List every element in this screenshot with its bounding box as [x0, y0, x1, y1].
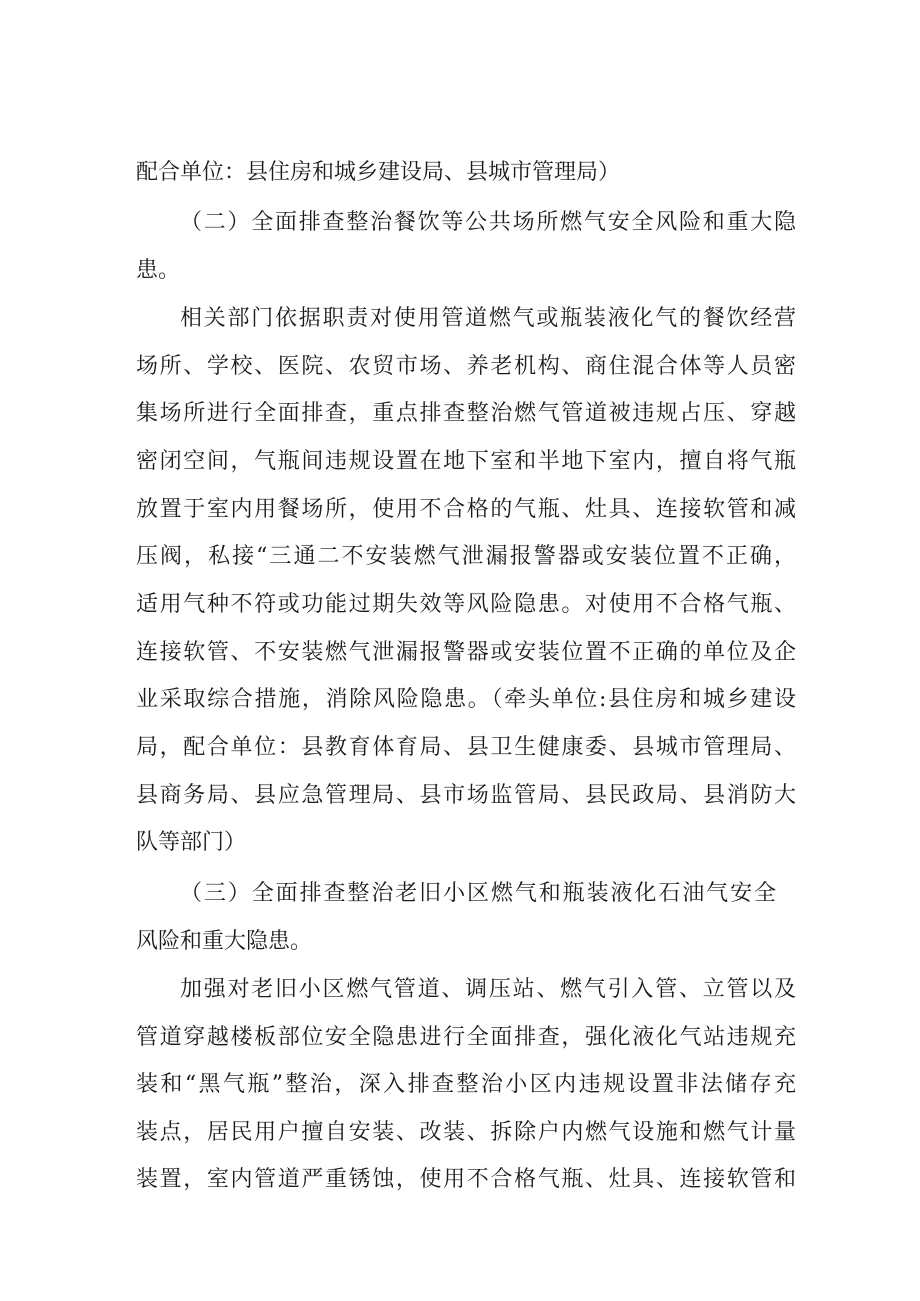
- text-line: 风险和重大隐患。: [136, 929, 313, 954]
- text-line: 患。: [136, 258, 181, 283]
- paragraph-line: 装置，室内管道严重锈蚀，使用不合格气瓶、灶具、连接软管和: [136, 1167, 796, 1192]
- paragraph-line: 集场所进行全面排查，重点排查整治燃气管道被违规占压、穿越: [136, 401, 796, 426]
- paragraph-line: 场所、学校、医院、农贸市场、养老机构、商住混合体等人员密: [136, 354, 796, 379]
- paragraph-line: 局，配合单位：县教育体育局、县卫生健康委、县城市管理局、: [136, 735, 796, 760]
- paragraph-line: 放置于室内用餐场所，使用不合格的气瓶、灶具、连接软管和减: [136, 497, 796, 522]
- paragraph-line: 县商务局、县应急管理局、县市场监管局、县民政局、县消防大: [136, 783, 796, 808]
- paragraph-line: 压阀，私接“三通二不安装燃气泄漏报警器或安装位置不正确，: [136, 544, 796, 569]
- paragraph-line: 连接软管、不安装燃气泄漏报警器或安装位置不正确的单位及企: [136, 640, 796, 665]
- paragraph-line: 装和“黑气瓶”整治，深入排查整治小区内违规设置非法储存充: [136, 1072, 796, 1097]
- paragraph-line: 相关部门依据职责对使用管道燃气或瓶装液化气的餐饮经营: [180, 306, 796, 331]
- section-heading-2: （二）全面排查整治餐饮等公共场所燃气安全风险和重大隐: [180, 210, 796, 235]
- paragraph-line: 管道穿越楼板部位安全隐患进行全面排查，强化液化气站违规充: [136, 1025, 796, 1050]
- text-line: 配合单位：县住房和城乡建设局、县城市管理局）: [136, 160, 621, 185]
- section-heading-3: （三）全面排查整治老旧小区燃气和瓶装液化石油气安全: [180, 881, 776, 906]
- paragraph-line: 适用气种不符或功能过期失效等风险隐患。对使用不合格气瓶、: [136, 592, 796, 617]
- paragraph-line: 业采取综合措施，消除风险隐患。（牵头单位:县住房和城乡建设: [136, 687, 796, 712]
- paragraph-line: 密闭空间，气瓶间违规设置在地下室和半地下室内，擅自将气瓶: [136, 449, 796, 474]
- paragraph-line: 加强对老旧小区燃气管道、调压站、燃气引入管、立管以及: [180, 977, 796, 1002]
- paragraph-line: 装点，居民用户擅自安装、改装、拆除户内燃气设施和燃气计量: [136, 1120, 796, 1145]
- paragraph-line: 队等部门）: [136, 830, 247, 855]
